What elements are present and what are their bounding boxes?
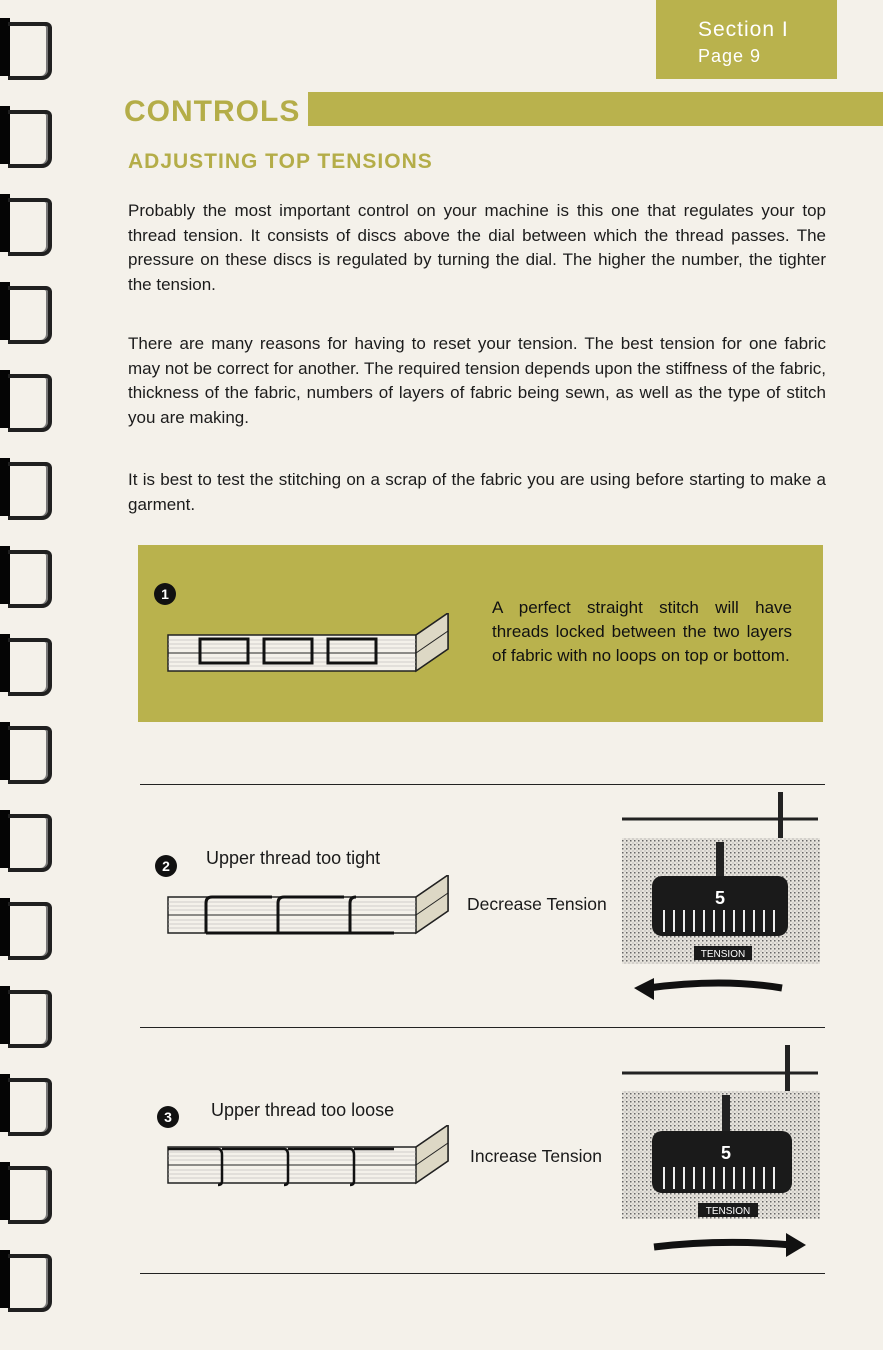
section-subtitle: ADJUSTING TOP TENSIONS bbox=[128, 150, 433, 173]
dial-label: TENSION bbox=[700, 949, 746, 960]
figure-3-label: Upper thread too loose bbox=[211, 1100, 395, 1120]
binding-ring bbox=[0, 1074, 52, 1132]
spiral-binding bbox=[0, 0, 60, 1350]
binding-ring bbox=[0, 18, 52, 76]
figure-1-number: 1 bbox=[154, 583, 176, 605]
page-label: Page 9 bbox=[698, 46, 762, 66]
paragraph-1: Probably the most important control on your machine is this one that regulates your top thread tension. It consists of discs above the dial between which the thread passes. The pressure on these discs is regulated by turning the dial. The higher the number, the tighter the tension. bbox=[128, 201, 826, 294]
dial-number: 5 bbox=[714, 888, 726, 908]
binding-ring bbox=[0, 986, 52, 1044]
binding-ring bbox=[0, 194, 52, 252]
arrow-left-icon bbox=[634, 978, 654, 1000]
binding-ring bbox=[0, 458, 52, 516]
perfect-stitch-diagram bbox=[166, 613, 456, 688]
figure-2-label: Upper thread too tight bbox=[206, 848, 381, 868]
binding-ring bbox=[0, 634, 52, 692]
figure-1-panel bbox=[138, 545, 823, 722]
loose-stitch-diagram bbox=[166, 1125, 456, 1200]
binding-ring bbox=[0, 898, 52, 956]
arrow-right-icon bbox=[786, 1233, 806, 1257]
binding-ring bbox=[0, 546, 52, 604]
section-label: Section I bbox=[698, 18, 789, 41]
section-tab bbox=[656, 0, 837, 79]
figure-3-action: Increase Tension bbox=[470, 1146, 602, 1166]
binding-ring bbox=[0, 282, 52, 340]
divider-3 bbox=[140, 1273, 825, 1274]
paragraph-2: There are many reasons for having to reset your tension. The best tension for one fabric may not be correct for another. The required tension depends upon the stiffness of the fabric, thickness of the fabric, numbers of layers of fabric being sewn, as well as the type of stitch you are making. bbox=[128, 334, 826, 427]
binding-ring bbox=[0, 1162, 52, 1220]
header-band bbox=[124, 92, 883, 132]
binding-ring bbox=[0, 810, 52, 868]
binding-ring bbox=[0, 1250, 52, 1308]
tension-dial-increase bbox=[622, 1045, 822, 1270]
page-title: CONTROLS bbox=[124, 92, 308, 132]
dial-label: TENSION bbox=[705, 1206, 751, 1217]
divider-1 bbox=[140, 784, 825, 785]
paragraph-3: It is best to test the stitching on a scrap of the fabric you are using before starting to make a garment. bbox=[128, 470, 826, 514]
tight-stitch-diagram bbox=[166, 875, 456, 950]
header-bar bbox=[287, 92, 883, 126]
dial-number: 5 bbox=[720, 1143, 732, 1163]
binding-ring bbox=[0, 106, 52, 164]
figure-2-action: Decrease Tension bbox=[467, 894, 607, 914]
binding-ring bbox=[0, 370, 52, 428]
figure-1-description: A perfect straight stitch will have threads locked between the two layers of fabric with no loops on top or bottom. bbox=[492, 598, 792, 665]
divider-2 bbox=[140, 1027, 825, 1028]
binding-ring bbox=[0, 722, 52, 780]
figure-2-number: 2 bbox=[155, 855, 177, 877]
figure-3-number: 3 bbox=[157, 1106, 179, 1128]
tension-dial-decrease bbox=[622, 792, 822, 1022]
